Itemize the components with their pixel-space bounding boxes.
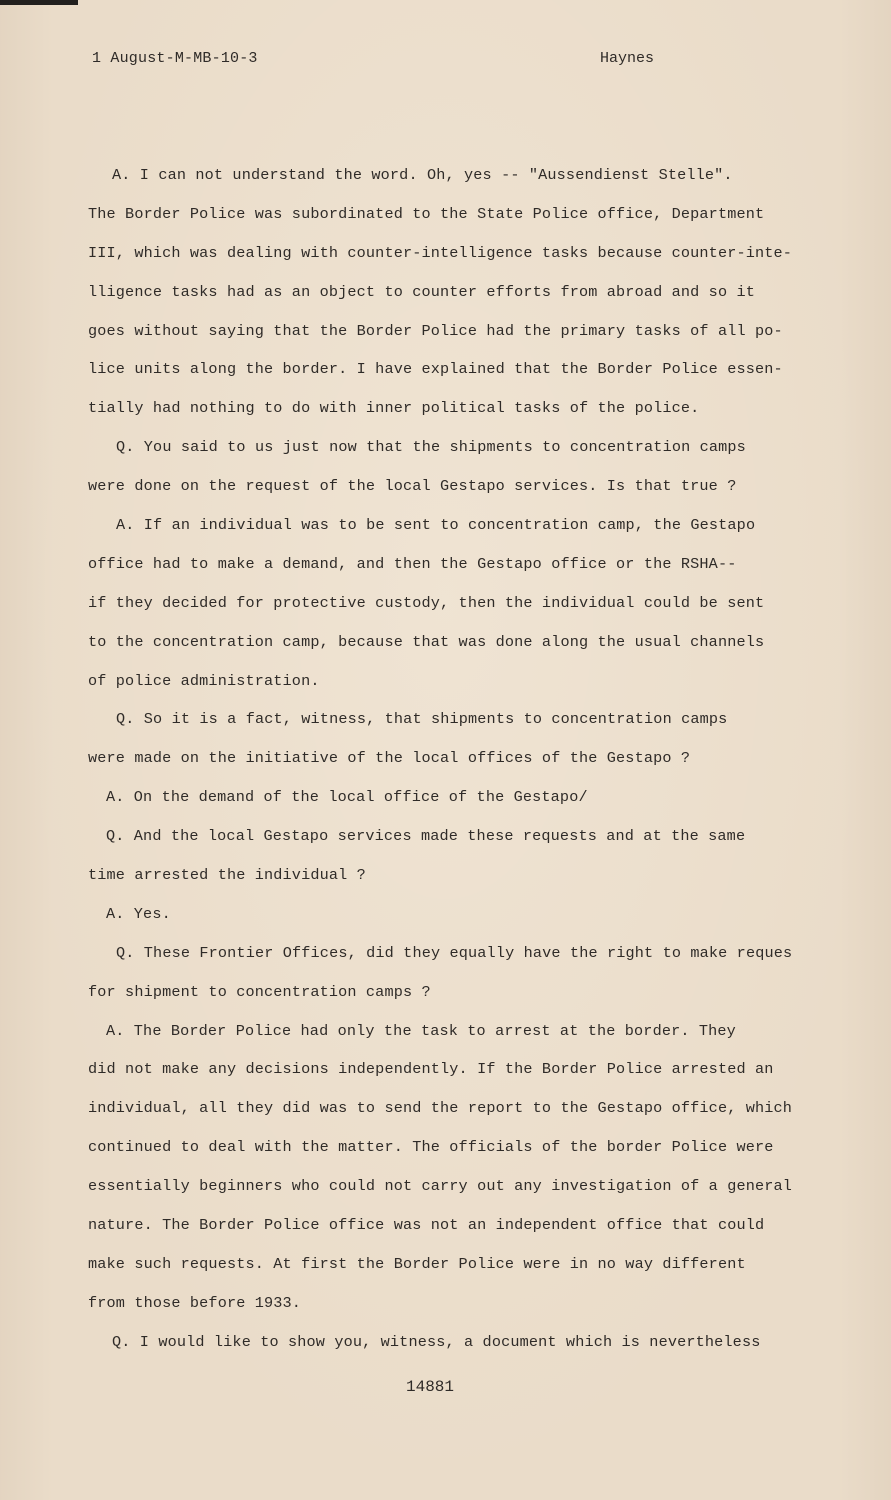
transcript-line: tially had nothing to do with inner political tasks of the police.: [88, 399, 700, 418]
transcript-line: A. I can not understand the word. Oh, yes -- "Aussendienst Stelle".: [112, 166, 733, 184]
transcript-line: Q. These Frontier Offices, did they equally have the right to make reques: [116, 943, 793, 962]
transcript-line: to the concentration camp, because that was done along the usual channels: [88, 632, 765, 651]
transcript-line: individual, all they did was to send the report to the Gestapo office, which: [88, 1099, 793, 1118]
transcript-line: A. On the demand of the local office of the Gestapo/: [106, 788, 588, 807]
transcript-line: The Border Police was subordinated to the State Police office, Department: [88, 204, 765, 223]
transcript-line: lice units along the border. I have explained that the Border Police essen-: [88, 360, 783, 379]
transcript-line: A. If an individual was to be sent to concentration camp, the Gestapo: [116, 516, 756, 535]
transcript-line: Q. You said to us just now that the shipments to concentration camps: [116, 438, 746, 457]
transcript-line: A. Yes.: [106, 904, 171, 923]
transcript-line: from those before 1933.: [88, 1293, 302, 1312]
transcript-body: [88, 162, 828, 1368]
transcript-line: did not make any decisions independently. If the Border Police arrested an: [88, 1060, 774, 1079]
transcript-line: were made on the initiative of the local offices of the Gestapo ?: [88, 749, 691, 768]
transcript-line: were done on the request of the local Gestapo services. Is that true ?: [88, 477, 737, 496]
transcript-line: Q. So it is a fact, witness, that shipments to concentration camps: [116, 710, 728, 729]
transcript-line: of police administration.: [88, 671, 320, 690]
transcript-line: Q. I would like to show you, witness, a document which is nevertheless: [112, 1332, 761, 1351]
page-number: 14881: [406, 1378, 455, 1396]
transcript-line: make such requests. At first the Border Police were in no way different: [88, 1254, 746, 1273]
transcript-line: A. The Border Police had only the task to arrest at the border. They: [106, 1021, 736, 1040]
transcript-line: time arrested the individual ?: [88, 866, 366, 885]
transcript-line: essentially beginners who could not carry out any investigation of a general: [88, 1177, 793, 1196]
transcript-line: office had to make a demand, and then the Gestapo office or the RSHA--: [88, 554, 737, 573]
transcript-line: goes without saying that the Border Police had the primary tasks of all po-: [88, 321, 783, 340]
transcript-line: III, which was dealing with counter-intelligence tasks because counter-inte-: [88, 243, 793, 262]
transcript-line: lligence tasks had as an object to counter efforts from abroad and so it: [88, 282, 756, 301]
header-reporter-name: Haynes: [600, 50, 655, 67]
transcript-line: for shipment to concentration camps ?: [88, 982, 431, 1001]
header-session-code: 1 August-M-MB-10-3: [92, 50, 258, 67]
transcript-line: continued to deal with the matter. The officials of the border Police were: [88, 1138, 774, 1157]
transcript-line: if they decided for protective custody, then the individual could be sent: [88, 593, 765, 612]
transcript-line: Q. And the local Gestapo services made these requests and at the same: [106, 827, 746, 846]
transcript-line: nature. The Border Police office was not an independent office that could: [88, 1216, 765, 1235]
corner-mark: [0, 0, 78, 5]
